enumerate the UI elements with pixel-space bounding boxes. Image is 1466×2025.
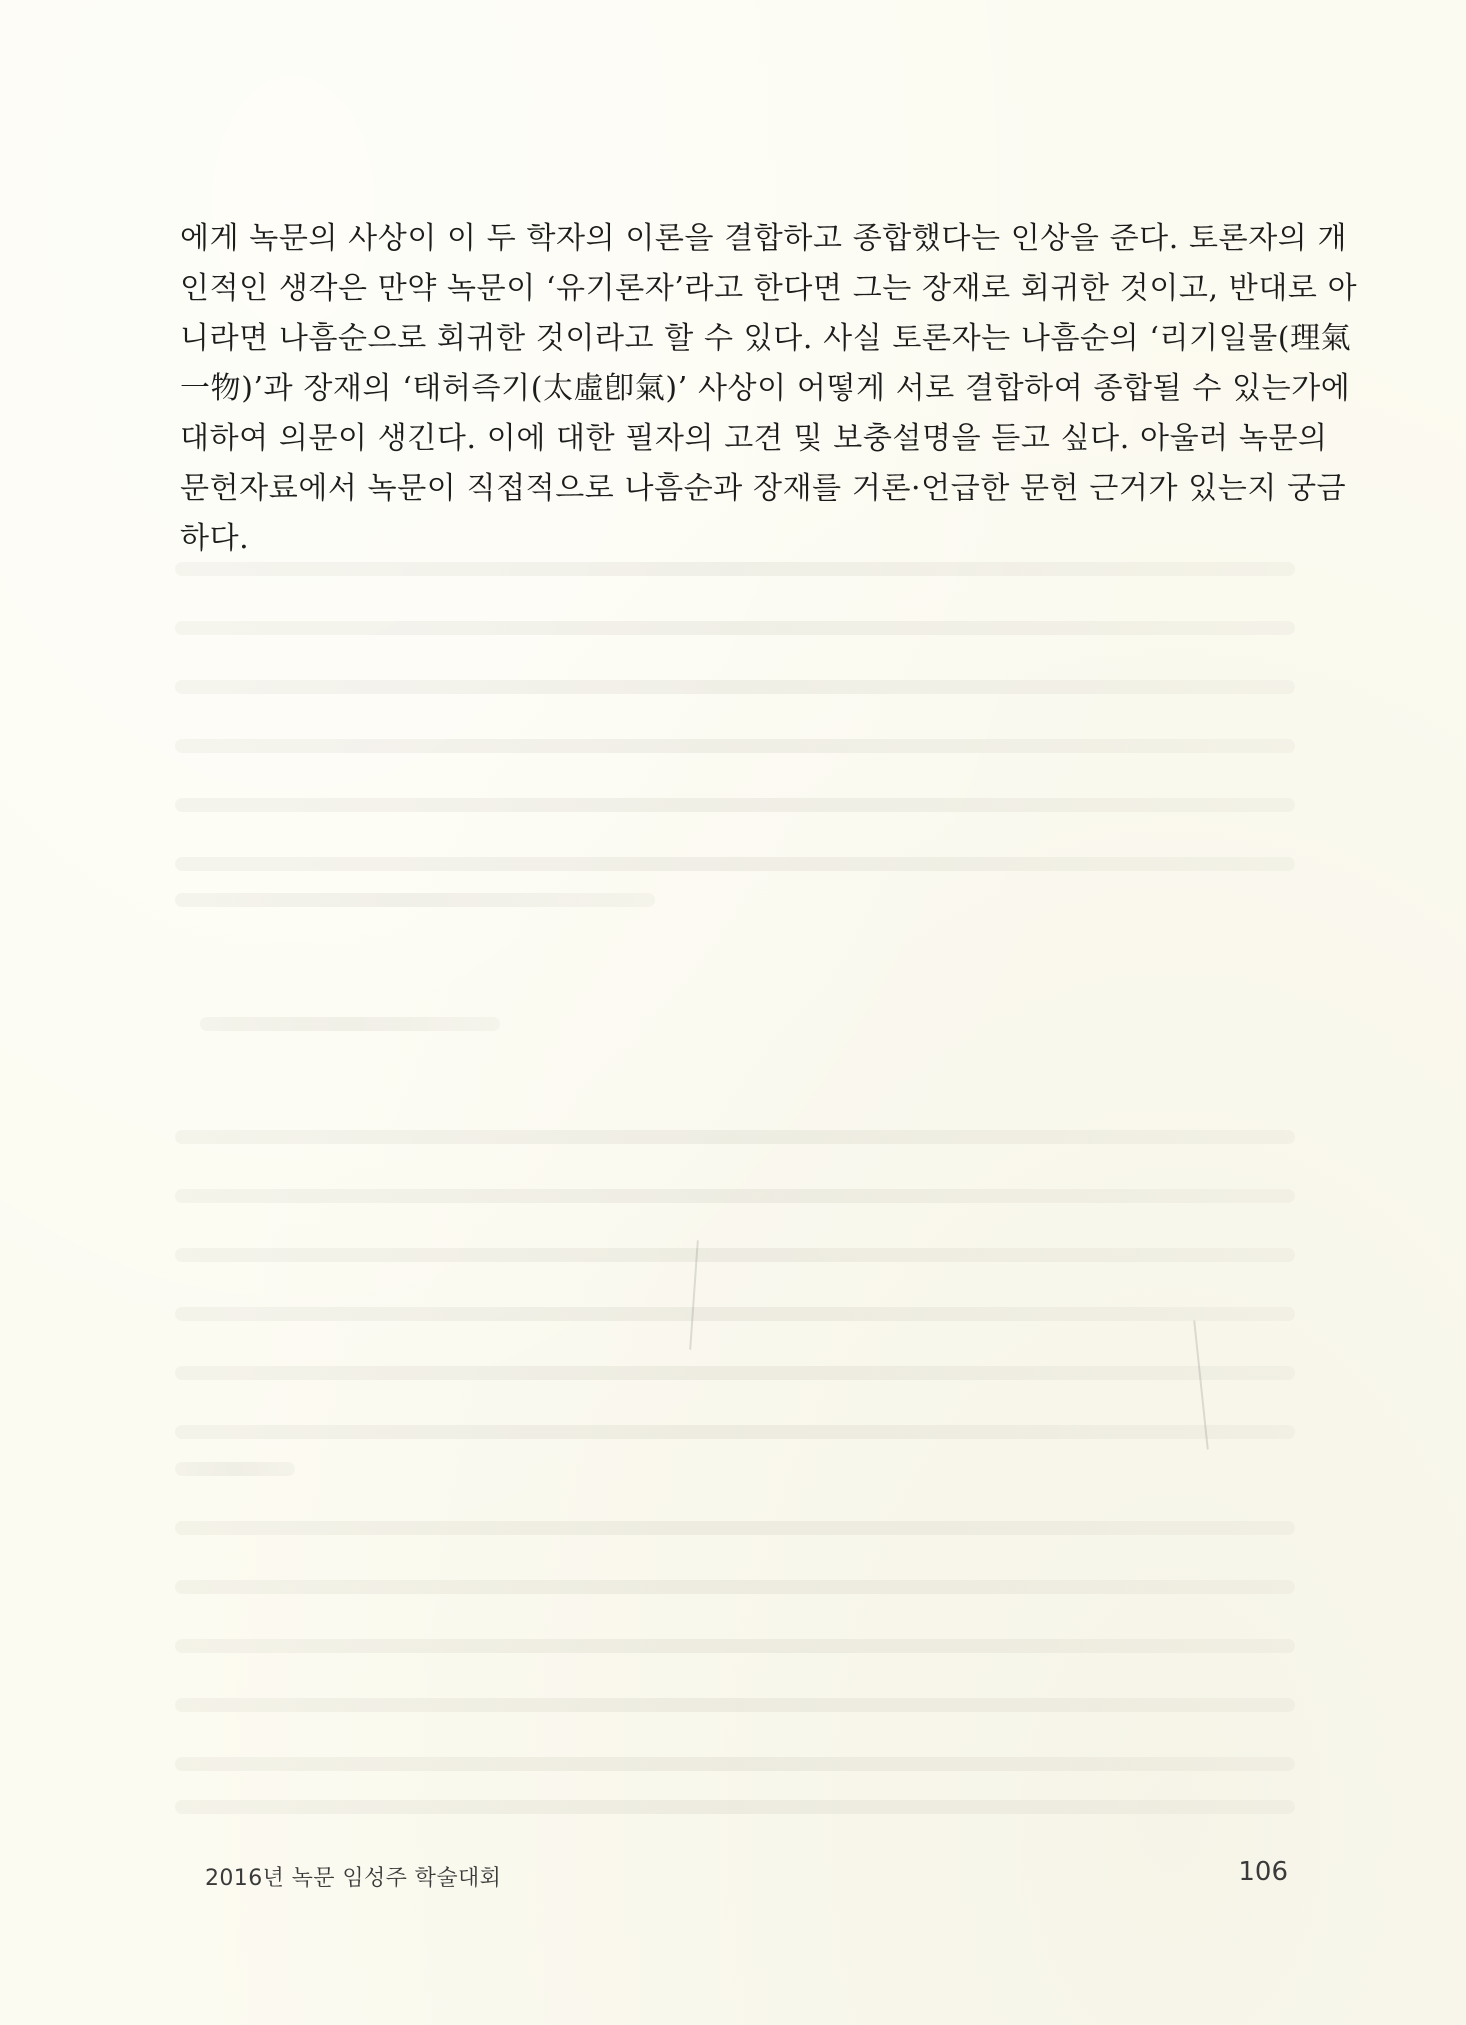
bleed-line: [175, 1800, 1295, 1814]
text-line: 一物)’과 장재의 ‘태허즉기(太虛卽氣)’ 사상이 어떻게 서로 결합하여 종합될 수 있는가에: [180, 371, 1351, 406]
bleed-line: [175, 1698, 1295, 1712]
bleed-line: [175, 1248, 1295, 1262]
body-paragraph: [180, 214, 1358, 564]
bleed-line: [175, 562, 1295, 576]
bleed-line: [200, 1017, 500, 1031]
text-line: 에게 녹문의 사상이 이 두 학자의 이론을 결합하고 종합했다는 인상을 준다. 토론자의 개: [180, 221, 1348, 256]
text-line: 대하여 의문이 생긴다. 이에 대한 필자의 고견 및 보충설명을 듣고 싶다. 아울러 녹문의: [180, 421, 1328, 456]
bleed-line: [175, 739, 1295, 753]
bleed-line: [175, 680, 1295, 694]
footer-event-title: 2016년 녹문 임성주 학술대회: [205, 1866, 502, 1891]
bleed-line: [175, 621, 1295, 635]
bleed-line: [175, 893, 655, 907]
bleed-line: [175, 798, 1295, 812]
bleed-line: [175, 1366, 1295, 1380]
bleed-line: [175, 1307, 1295, 1321]
bleed-line: [175, 1130, 1295, 1144]
text-line: 인적인 생각은 만약 녹문이 ‘유기론자’라고 한다면 그는 장재로 회귀한 것이고, 반대로 아: [180, 271, 1358, 306]
bleed-line: [175, 1425, 1295, 1439]
bleed-line: [175, 1521, 1295, 1535]
page-number: 106: [1238, 1857, 1288, 1887]
text-line: 하다.: [180, 521, 250, 556]
bleed-line: [175, 1462, 295, 1476]
text-line: 니라면 나흠순으로 회귀한 것이라고 할 수 있다. 사실 토론자는 나흠순의 ‘리기일물(理氣: [180, 321, 1352, 356]
bleed-line: [175, 1189, 1295, 1203]
bleed-line: [175, 857, 1295, 871]
text-line: 문헌자료에서 녹문이 직접적으로 나흠순과 장재를 거론·언급한 문헌 근거가 있는지 궁금: [180, 471, 1347, 506]
bleed-line: [175, 1757, 1295, 1771]
bleed-line: [175, 1639, 1295, 1653]
bleed-line: [175, 1580, 1295, 1594]
